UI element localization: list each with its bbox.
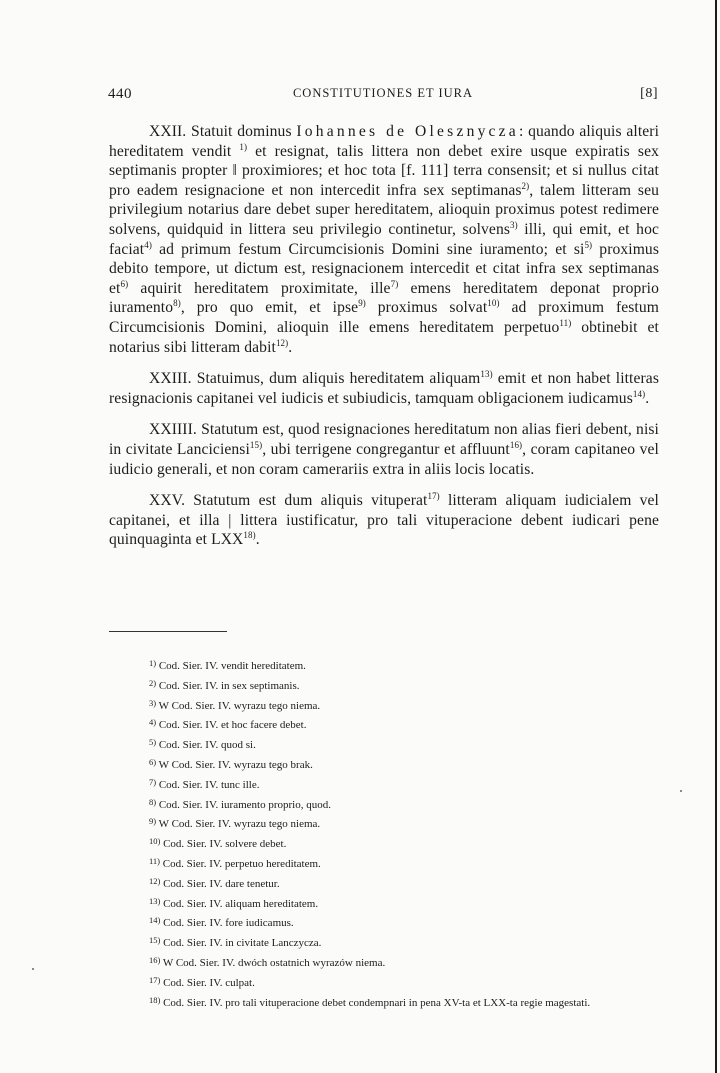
footnote-text: Cod. Sier. IV. et hoc facere debet. — [158, 719, 307, 732]
footnote — [109, 952, 659, 972]
footnote-mark: 2) — [149, 677, 157, 688]
text-run: ad proximum festum Circumcisionis Domini, alioquin ille emens hereditatem perpetuo — [109, 299, 659, 336]
footnote-mark: 4) — [149, 717, 157, 728]
statute-paragraph — [109, 420, 659, 479]
text-run: XXIII. Statuimus, dum aliquis hereditatem aliquam — [149, 370, 481, 388]
footnotes — [109, 655, 659, 1011]
running-title: CONSTITUTIONES ET IURA — [292, 86, 474, 100]
footnote-reference: 2) — [521, 180, 530, 191]
text-run: , coram capitaneo vel iudicio generali, et non coram camerariis extra in aliis locis locatis. — [109, 440, 659, 478]
text-run: proximus debito tempore, ut dictum est, resignacionem intercedit et citat infra sex septimanas et — [109, 240, 660, 297]
footnote-mark: 10) — [149, 836, 161, 847]
text-run: . — [255, 531, 260, 549]
footnote-mark: 8) — [149, 796, 157, 807]
footnote — [109, 992, 659, 1011]
text-run: et resignat, talis littera non debet exire usque expiratis sex septimanis propter ‖ proximiores; et hoc tota [f. 111] terra consensit; et si nullus citat pro eadem resignacione et non intercedit infra sex septimanas — [109, 142, 659, 199]
text-run: . — [288, 338, 293, 356]
footnote — [109, 774, 659, 794]
footnote-mark: 14) — [149, 915, 161, 926]
footnote — [109, 813, 659, 833]
main-text — [109, 122, 659, 562]
text-run: : quando aliquis alteri hereditatem vendit — [109, 123, 660, 160]
footnote — [109, 972, 659, 992]
footnote-text: Cod. Sier. IV. pro tali vituperacione debet condempnari in pena XV-ta et LXX-ta regie magestati. — [163, 996, 591, 1009]
footnote — [109, 912, 659, 932]
footnote-text: Cod. Sier. IV. iuramento proprio, quod. — [158, 798, 331, 811]
footnote-text: Cod. Sier. IV. solvere debet. — [163, 838, 287, 851]
section-marker: [8] — [640, 86, 658, 101]
text-run: emit et non habet litteras resignacionis capitanei vel iudicis et subiudicis, tamquam obligacionem iudicamus — [109, 370, 659, 407]
text-run: obtinebit et notarius sibi litteram dabit — [109, 318, 659, 356]
text-run: , ubi terrigene congregantur et affluunt — [262, 440, 510, 458]
footnote-reference: 7) — [390, 278, 399, 289]
footnote-reference: 15) — [249, 439, 263, 450]
footnote-text: W Cod. Sier. IV. dwóch ostatnich wyrazów niema. — [162, 956, 386, 969]
text-run: XXV. Statutum est dum aliquis vituperat — [149, 492, 428, 510]
footnote-reference: 13) — [480, 369, 493, 380]
text-run: XXIIII. Statutum est, quod resignaciones hereditatum non alias fieri debent, nisi in civitate Lanciciensi — [109, 421, 659, 458]
footnote-mark: 16) — [149, 954, 161, 965]
footnote-reference: 5) — [584, 239, 593, 250]
footnote-text: W Cod. Sier. IV. wyrazu tego brak. — [158, 758, 313, 771]
footnote-mark: 3) — [149, 697, 157, 708]
footnote-text: Cod. Sier. IV. fore iudicamus. — [163, 917, 294, 930]
footnote — [109, 853, 659, 873]
footnote-text: Cod. Sier. IV. in civitate Lanczycza. — [163, 937, 322, 950]
footnote — [109, 675, 659, 695]
footnote — [109, 833, 659, 853]
footnote — [109, 873, 659, 893]
footnote — [109, 695, 659, 715]
footnote-reference: 12) — [275, 337, 289, 348]
spaced-name: Iohannes de Olesznycza — [296, 123, 519, 140]
text-run: . — [645, 389, 650, 407]
footnote-text: Cod. Sier. IV. vendit hereditatem. — [158, 660, 306, 672]
text-run: litteram aliquam iudicialem vel capitanei, et illa | littera iustificatur, pro tali vituperacione debent iudicari pene quinquaginta et LXX — [109, 492, 659, 549]
scan-speck — [680, 790, 682, 792]
footnote-mark: 18) — [149, 994, 161, 1005]
footnote-reference: 3) — [510, 219, 518, 230]
footnote-mark: 12) — [149, 875, 161, 886]
footnote-text: Cod. Sier. IV. tunc ille. — [158, 778, 260, 791]
footnote — [109, 734, 659, 754]
text-run: aquirit hereditatem proximitate, ille — [128, 279, 391, 297]
footnote-mark: 9) — [149, 816, 157, 827]
page-number: 440 — [108, 86, 132, 102]
footnote-mark: 17) — [149, 974, 161, 985]
text-run: XXII. Statuit dominus — [149, 123, 297, 140]
footnote — [109, 714, 659, 734]
footnote-text: Cod. Sier. IV. dare tenetur. — [163, 877, 280, 890]
footnote-reference: 1) — [239, 141, 248, 152]
footnote-reference: 9) — [358, 298, 366, 309]
statute-paragraph — [109, 122, 659, 357]
footnote-separator — [109, 631, 227, 632]
running-header — [108, 86, 658, 106]
footnote-reference: 17) — [427, 491, 440, 502]
footnote-reference: 6) — [120, 278, 129, 289]
text-run: proximus solvat — [365, 299, 488, 317]
text-run: ad primum festum Circumcisionis Domini sine iuramento; et si — [151, 240, 585, 258]
footnote-mark: 7) — [149, 776, 157, 787]
scan-speck — [32, 968, 34, 970]
text-run: emens hereditatem deponat proprio iuramento — [109, 279, 660, 317]
footnote-text: Cod. Sier. IV. perpetuo hereditatem. — [162, 857, 321, 870]
footnote-mark: 5) — [149, 737, 157, 748]
footnote — [109, 754, 659, 774]
text-run: , talem litteram seu privilegium notarius dare debet super hereditatem, alioquin proximus potest redimere solvens, quidquid in littera seu privilegio continetur, solvens — [109, 181, 659, 238]
footnote-reference: 4) — [144, 239, 152, 250]
footnote-reference: 14) — [632, 388, 646, 399]
footnote-text: W Cod. Sier. IV. wyrazu tego niema. — [158, 699, 321, 712]
footnote — [109, 655, 659, 675]
footnote-reference: 18) — [243, 530, 256, 541]
statute-paragraph — [109, 491, 659, 550]
page-edge-line — [715, 0, 717, 1073]
footnote-reference: 11) — [559, 317, 572, 328]
footnote-reference: 16) — [509, 439, 523, 450]
footnote-reference: 10) — [487, 298, 500, 309]
footnote-mark: 1) — [149, 658, 157, 668]
footnote-mark: 15) — [149, 935, 161, 946]
footnote-mark: 13) — [149, 895, 161, 906]
statute-paragraph — [109, 369, 659, 408]
text-run: , pro quo emit, et ipse — [180, 299, 359, 317]
footnote-reference: 8) — [173, 298, 181, 309]
footnote-mark: 11) — [149, 855, 161, 866]
text-run: illi, qui emit, et hoc faciat — [109, 220, 659, 258]
footnote-text: W Cod. Sier. IV. wyrazu tego niema. — [158, 818, 321, 831]
footnote — [109, 893, 659, 913]
footnote — [109, 932, 659, 952]
footnote-text: Cod. Sier. IV. in sex septimanis. — [158, 679, 300, 692]
footnote-text: Cod. Sier. IV. quod si. — [158, 739, 256, 752]
footnote — [109, 794, 659, 814]
footnote-text: Cod. Sier. IV. culpat. — [163, 976, 255, 989]
footnote-mark: 6) — [149, 756, 157, 767]
footnote-text: Cod. Sier. IV. aliquam hereditatem. — [163, 897, 319, 910]
